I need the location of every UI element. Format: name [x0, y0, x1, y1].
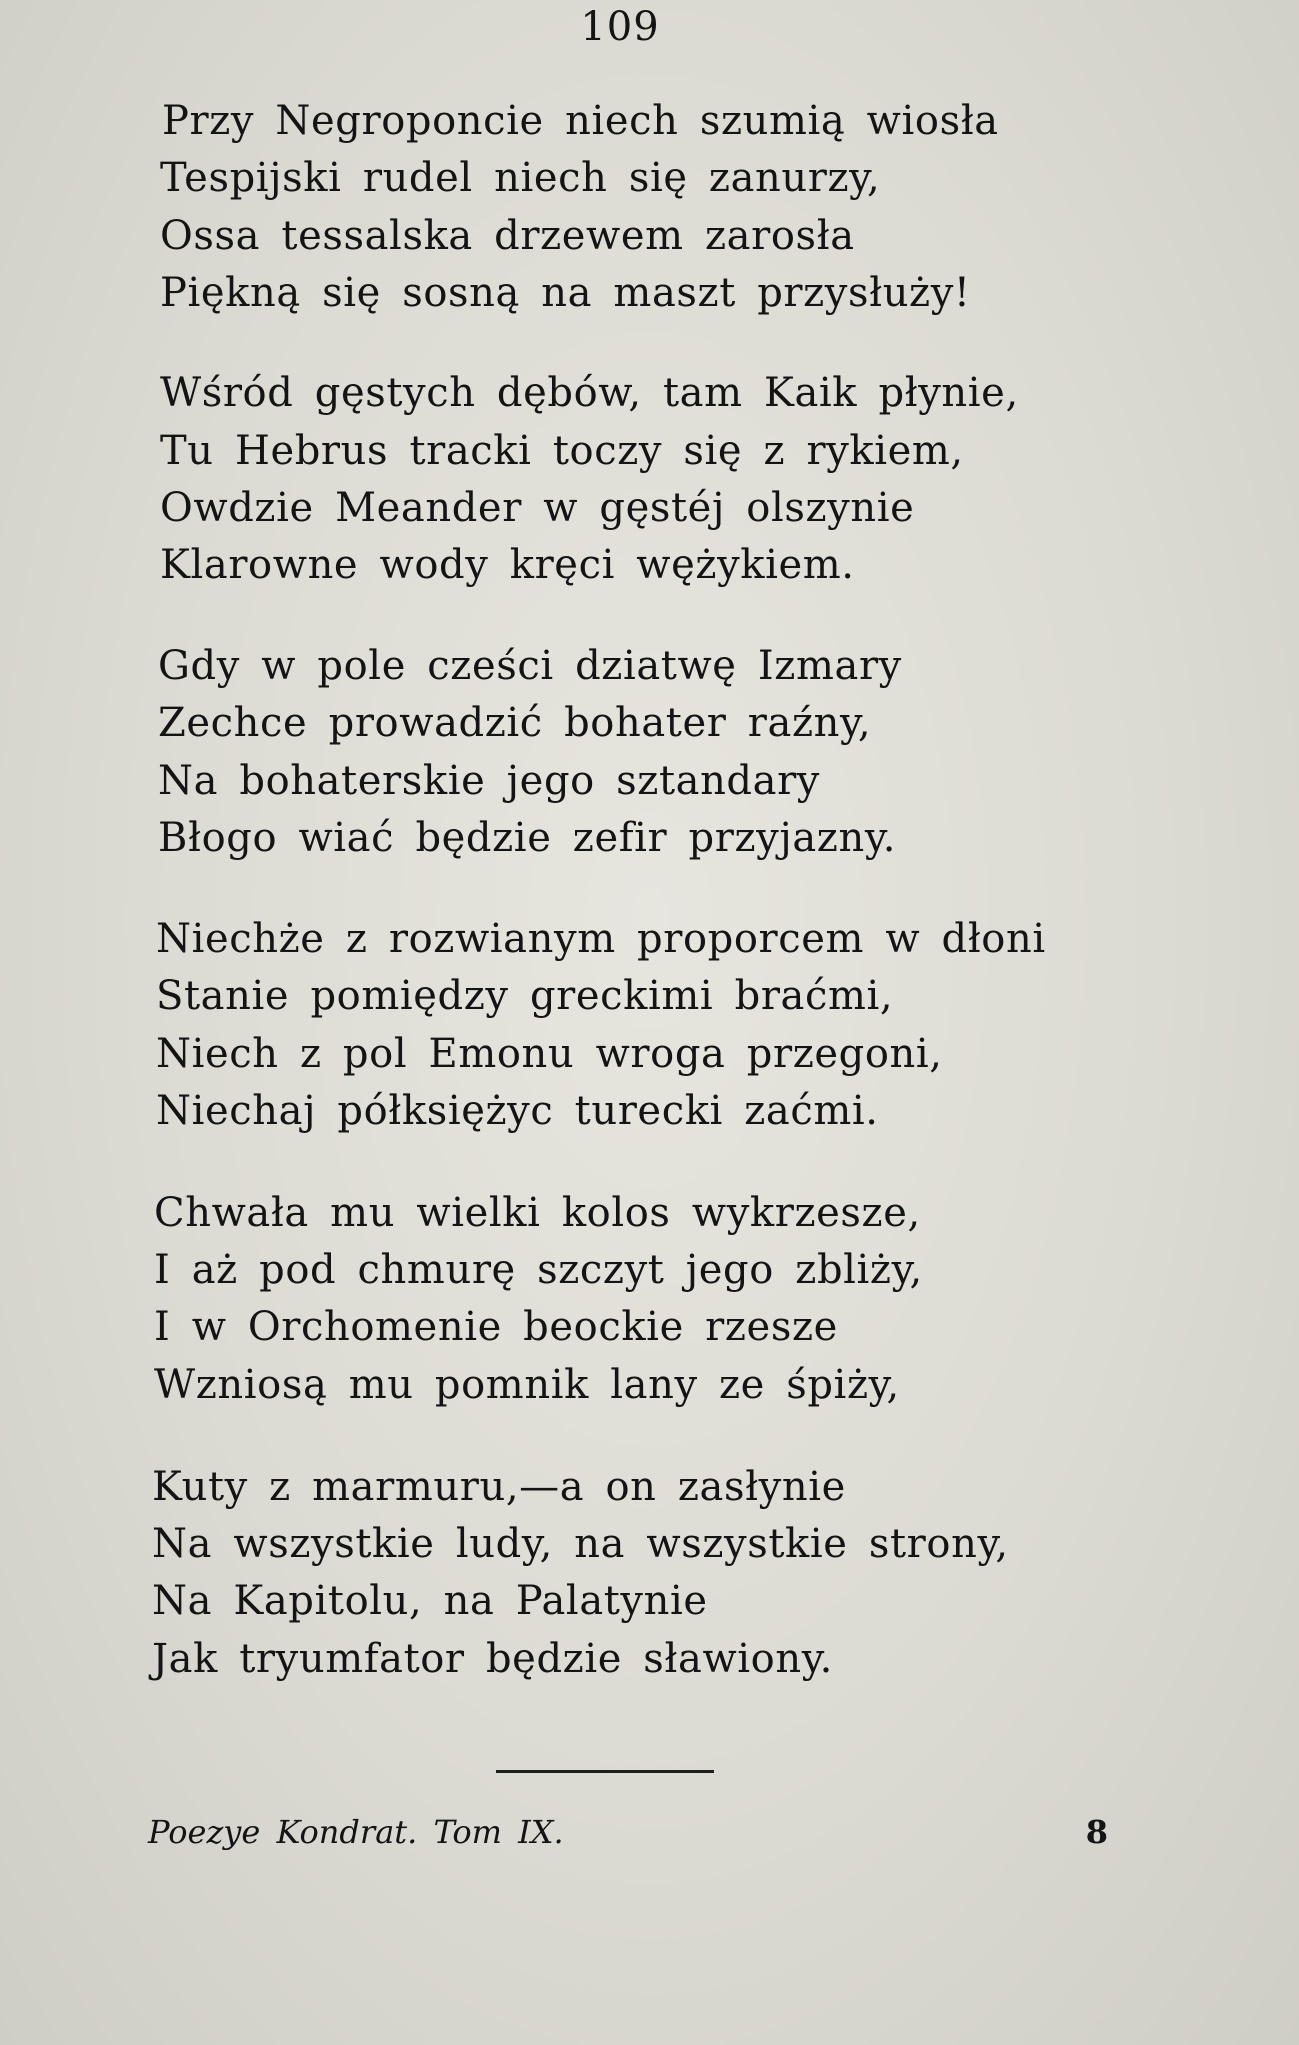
poem-line: Owdzie Meander w gęstéj olszynie [160, 485, 915, 531]
poem-line: Stanie pomiędzy greckimi braćmi, [156, 973, 894, 1019]
page-footer [148, 1813, 1108, 1873]
poem-line: Niech z pol Emonu wroga przegoni, [156, 1031, 943, 1077]
poem-line: I aż pod chmurę szczyt jego zbliży, [154, 1247, 923, 1293]
poem-line: Na Kapitolu, na Palatynie [152, 1578, 708, 1624]
end-rule-divider [496, 1770, 714, 1773]
poem-line: Przy Negroponcie niech szumią wiosła [162, 98, 999, 144]
poem-line: Zechce prowadzić bohater raźny, [158, 700, 872, 746]
poem-line: Chwała mu wielki kolos wykrzesze, [154, 1190, 921, 1236]
footer-book-title: Poezye Kondrat. Tom IX. [148, 1813, 564, 1851]
poem-line: Błogo wiać będzie zefir przyjazny. [158, 815, 897, 861]
poem-line: Niechaj półksiężyc turecki zaćmi. [156, 1088, 879, 1134]
poem-line: Niechże z rozwianym proporcem w dłoni [156, 916, 1046, 962]
poem-line: I w Orchomenie beockie rzesze [154, 1304, 838, 1350]
poem-line: Ossa tessalska drzewem zarosła [160, 213, 855, 259]
poem-line: Wzniosą mu pomnik lany ze śpiży, [154, 1362, 900, 1408]
page-number: 109 [580, 4, 660, 50]
poem-line: Piękną się sosną na maszt przysłuży! [160, 270, 971, 316]
poem-line: Tespijski rudel niech się zanurzy, [160, 155, 881, 201]
poem-line: Klarowne wody kręci wężykiem. [160, 542, 855, 588]
poem-line: Na bohaterskie jego sztandary [158, 758, 821, 804]
poem-line: Wśród gęstych dębów, tam Kaik płynie, [160, 370, 1019, 416]
poem-line: Gdy w pole cześci dziatwę Izmary [158, 643, 902, 689]
poem-line: Na wszystkie ludy, na wszystkie strony, [152, 1521, 1009, 1567]
poem-line: Tu Hebrus tracki toczy się z rykiem, [160, 428, 964, 474]
footer-signature-mark: 8 [1085, 1813, 1108, 1851]
poem-line: Kuty z marmuru,—a on zasłynie [152, 1464, 846, 1510]
poem-line: Jak tryumfator będzie sławiony. [152, 1636, 833, 1682]
